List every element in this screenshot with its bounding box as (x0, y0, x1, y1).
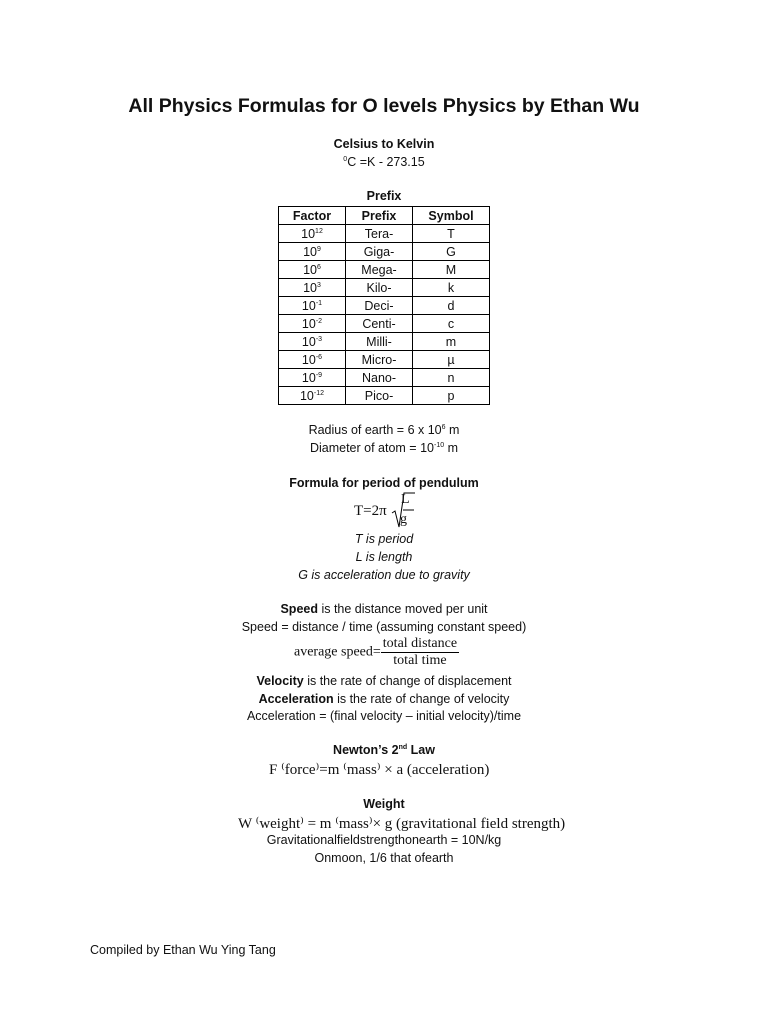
newton-heading-law: Law (407, 743, 435, 757)
factor-base: 10 (299, 388, 314, 403)
prefix-table (278, 206, 490, 405)
symbol-cell: G (413, 243, 490, 261)
speed-def: is the distance moved per unit (317, 602, 488, 616)
prefix-cell: Pico- (346, 387, 413, 405)
radius-of-earth (0, 423, 768, 437)
page-title: All Physics Formulas for O levels Physics by Ethan Wu (128, 95, 640, 117)
velocity-definition (0, 674, 768, 688)
atom-exponent: -10 (434, 442, 445, 449)
factor-base: 10 (301, 298, 316, 313)
atom-text: Diameter of atom = 10 (309, 441, 434, 455)
celsius-degree-sup: 0 (343, 156, 348, 163)
radius-text: Radius of earth = 6 x 10 (308, 423, 442, 437)
newton-heading-text: Newton’s 2 (333, 743, 399, 757)
symbol-cell: c (413, 315, 490, 333)
factor-cell (279, 261, 346, 279)
factor-base: 10 (303, 262, 317, 277)
prefix-cell: Mega- (346, 261, 413, 279)
factor-base: 10 (301, 352, 316, 367)
prefix-row (279, 297, 490, 315)
weight-formula: W ⁽weight⁾ = m ⁽mass⁾× g (gravitational field strength) (238, 816, 566, 832)
factor-base: 10 (303, 280, 317, 295)
newton-formula: F ⁽force⁾=m ⁽mass⁾ × a (acceleration) (269, 762, 490, 778)
factor-cell (279, 351, 346, 369)
factor-cell (279, 315, 346, 333)
factor-cell (279, 225, 346, 243)
pendulum-heading: Formula for period of pendulum (289, 476, 479, 490)
prefix-row (279, 351, 490, 369)
prefix-cell: Giga- (346, 243, 413, 261)
pendulum-note-gravity: G is acceleration due to gravity (298, 568, 470, 582)
prefix-cell: Kilo- (346, 279, 413, 297)
acceleration-definition (0, 692, 768, 706)
prefix-row (279, 315, 490, 333)
prefix-heading: Prefix (366, 189, 402, 203)
symbol-cell: k (413, 279, 490, 297)
symbol-cell: T (413, 225, 490, 243)
factor-base: 10 (301, 226, 316, 241)
diameter-of-atom (0, 441, 768, 455)
prefix-row (279, 261, 490, 279)
celsius-formula-text: C =K - 273.15 (347, 155, 425, 169)
speed-definition (0, 602, 768, 616)
factor-base: 10 (303, 244, 317, 259)
acceleration-def: is the rate of change of velocity (333, 692, 510, 706)
newton-heading-sup: nd (398, 744, 408, 751)
radius-exponent: 6 (441, 424, 446, 431)
prefix-table-header-row (279, 207, 490, 225)
symbol-cell: d (413, 297, 490, 315)
symbol-cell: p (413, 387, 490, 405)
prefix-cell: Centi- (346, 315, 413, 333)
factor-exponent: -6 (315, 353, 323, 361)
prefix-cell: Milli- (346, 333, 413, 351)
factor-cell (279, 387, 346, 405)
prefix-row (279, 333, 490, 351)
factor-exponent: -2 (315, 317, 323, 325)
footer-credit: Compiled by Ethan Wu Ying Tang (90, 943, 276, 957)
factor-cell (279, 297, 346, 315)
factor-cell (279, 279, 346, 297)
factor-cell (279, 243, 346, 261)
average-speed-numerator: total distance (382, 636, 458, 651)
prefix-cell: Micro- (346, 351, 413, 369)
gravity-on-moon: Onmoon, 1/6 that ofearth (314, 851, 454, 865)
prefix-row (279, 369, 490, 387)
velocity-term: Velocity (256, 674, 304, 688)
prefix-cell: Tera- (346, 225, 413, 243)
factor-base: 10 (301, 370, 316, 385)
factor-exponent: -1 (315, 299, 323, 307)
header-prefix: Prefix (346, 207, 413, 225)
pendulum-lhs: T=2π (354, 503, 387, 519)
header-symbol: Symbol (413, 207, 490, 225)
prefix-cell: Nano- (346, 369, 413, 387)
prefix-row (279, 279, 490, 297)
average-speed-lhs: average speed= (294, 644, 381, 660)
average-speed-denominator: total time (393, 653, 447, 668)
factor-base: 10 (301, 316, 316, 331)
celsius-formula (0, 155, 768, 169)
prefix-row (279, 225, 490, 243)
celsius-heading: Celsius to Kelvin (333, 137, 435, 151)
radius-unit: m (445, 423, 460, 437)
symbol-cell: m (413, 333, 490, 351)
prefix-row (279, 243, 490, 261)
factor-exponent: 3 (317, 281, 321, 289)
atom-unit: m (444, 441, 459, 455)
factor-cell (279, 369, 346, 387)
newton-heading (0, 743, 768, 757)
average-speed-fraction (381, 636, 459, 669)
symbol-cell: µ (413, 351, 490, 369)
symbol-cell: n (413, 369, 490, 387)
velocity-def: is the rate of change of displacement (303, 674, 512, 688)
acceleration-formula: Acceleration = (final velocity – initial velocity)/time (246, 709, 522, 723)
prefix-row (279, 387, 490, 405)
pendulum-note-period: T is period (354, 532, 414, 546)
pendulum-numerator: L (401, 492, 410, 507)
factor-base: 10 (301, 334, 316, 349)
symbol-cell: M (413, 261, 490, 279)
weight-heading: Weight (363, 797, 405, 811)
gravity-on-earth: Gravitationalfieldstrengthonearth = 10N/kg (266, 833, 502, 847)
factor-exponent: 6 (317, 263, 321, 271)
average-speed-formula (294, 636, 459, 669)
factor-exponent: -9 (315, 371, 323, 379)
pendulum-note-length: L is length (355, 550, 413, 564)
speed-formula: Speed = distance / time (assuming constant speed) (241, 620, 527, 634)
factor-exponent: 12 (315, 227, 323, 235)
pendulum-denominator: g (400, 512, 407, 527)
factor-cell (279, 333, 346, 351)
factor-exponent: -12 (313, 389, 325, 397)
factor-exponent: -3 (315, 335, 323, 343)
prefix-cell: Deci- (346, 297, 413, 315)
header-factor: Factor (279, 207, 346, 225)
factor-exponent: 9 (317, 245, 321, 253)
speed-term: Speed (280, 602, 318, 616)
acceleration-term: Acceleration (258, 692, 334, 706)
prefix-table-body (279, 225, 490, 405)
